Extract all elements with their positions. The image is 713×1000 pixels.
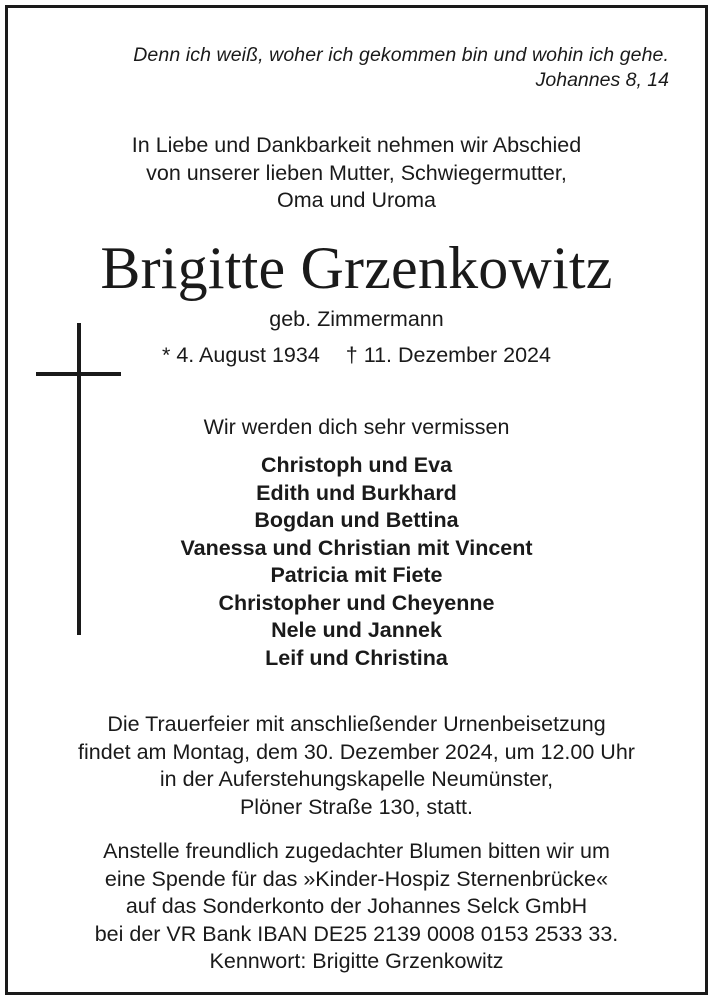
mourner-entry: Nele und Jannek (271, 618, 442, 642)
ceremony-line: Die Trauerfeier mit anschließender Urnenbeisetzung (107, 712, 606, 736)
intro-line: Oma und Uroma (277, 188, 436, 212)
deceased-name: Brigitte Grzenkowitz (100, 235, 613, 301)
intro-text (8, 132, 705, 215)
ceremony-info (8, 711, 705, 821)
mourner-entry: Christoph und Eva (260, 453, 453, 477)
mourner-entry: Leif und Christina (265, 645, 448, 670)
donation-info (8, 838, 705, 976)
intro-line: In Liebe und Dankbarkeit nehmen wir Abschied (131, 133, 582, 157)
mourner-entry: Bogdan und Bettina (254, 508, 459, 532)
ceremony-line: in der Auferstehungskapelle Neumünster, (159, 767, 554, 791)
donation-line: Kennwort: Brigitte Grzenkowitz (209, 949, 504, 973)
donation-line: auf das Sonderkonto der Johannes Selck GmbH (125, 894, 588, 918)
donation-line: bei der VR Bank IBAN DE25 2139 0008 0153 2533 33. (94, 921, 619, 946)
birth-date: * 4. August 1934 (162, 343, 320, 367)
miss-line: Wir werden dich sehr vermissen (203, 415, 510, 439)
life-dates (8, 342, 705, 370)
death-date: † 11. Dezember 2024 (345, 343, 551, 367)
motto-quote: Denn ich weiß, woher ich gekommen bin und wohin ich gehe. (133, 44, 669, 66)
intro-line: von unserer lieben Mutter, Schwiegermutter, (146, 160, 567, 185)
mourner-entry: Vanessa und Christian mit Vincent (180, 535, 533, 560)
donation-line: eine Spende für das »Kinder-Hospiz Sternenbrücke« (104, 866, 609, 891)
obituary-notice (5, 5, 708, 995)
donation-line: Anstelle freundlich zugedachter Blumen bitten wir um (103, 839, 610, 863)
cross-icon-bar (36, 372, 121, 376)
mourner-entry: Christopher und Cheyenne (218, 590, 495, 615)
mourner-entry: Patricia mit Fiete (270, 563, 443, 587)
mourner-entry: Edith und Burkhard (256, 480, 457, 505)
mourners-list (8, 452, 705, 672)
maiden-name: geb. Zimmermann (269, 307, 444, 331)
ceremony-line: findet am Montag, dem 30. Dezember 2024, um 12.00 Uhr (78, 739, 635, 764)
motto-reference: Johannes 8, 14 (535, 69, 669, 91)
ceremony-line: Plöner Straße 130, statt. (239, 794, 474, 819)
